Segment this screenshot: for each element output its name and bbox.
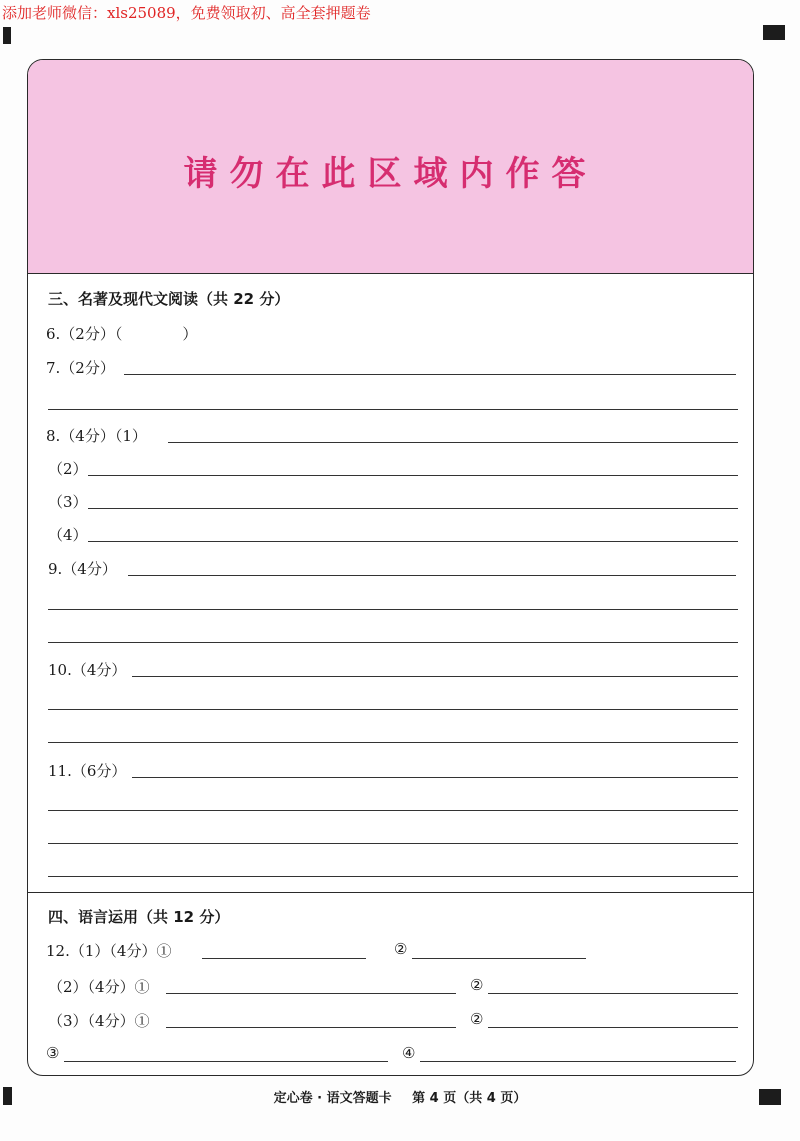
answer-card bbox=[27, 59, 754, 1076]
section-3-title: 三、名著及现代文阅读（共 22 分） bbox=[48, 290, 290, 308]
answer-line-12-3d[interactable] bbox=[420, 1061, 736, 1062]
question-12-3b-label: ② bbox=[470, 1010, 484, 1028]
section-divider bbox=[28, 892, 753, 893]
answer-line-12-1b[interactable] bbox=[412, 958, 586, 959]
answer-line-11d[interactable] bbox=[48, 876, 738, 877]
answer-line-12-3a[interactable] bbox=[166, 1027, 456, 1028]
answer-line-12-2a[interactable] bbox=[166, 993, 456, 994]
question-12-1b-label: ② bbox=[394, 940, 408, 958]
section-4-title: 四、语言运用（共 12 分） bbox=[48, 908, 230, 926]
question-12-1-label: 12.（1）（4分）① bbox=[46, 942, 172, 960]
answer-line-10a[interactable] bbox=[132, 676, 738, 677]
question-11-label: 11.（6分） bbox=[48, 762, 127, 780]
question-12-2-label: （2）（4分）① bbox=[48, 978, 150, 996]
question-12-3c-label: ③ bbox=[46, 1044, 60, 1062]
answer-line-8-3[interactable] bbox=[88, 508, 738, 509]
question-8-4-label: （4） bbox=[48, 526, 88, 544]
footer-page-number: 第 4 页（共 4 页） bbox=[412, 1091, 527, 1106]
answer-line-9a[interactable] bbox=[128, 575, 736, 576]
answer-line-8-1[interactable] bbox=[168, 442, 738, 443]
question-10-label: 10.（4分） bbox=[48, 661, 127, 679]
answer-line-12-1a[interactable] bbox=[202, 958, 366, 959]
answer-line-11c[interactable] bbox=[48, 843, 738, 844]
answer-line-10b[interactable] bbox=[48, 709, 738, 710]
registration-mark-top-left bbox=[3, 27, 11, 44]
answer-line-11a[interactable] bbox=[132, 777, 738, 778]
page-footer bbox=[0, 1087, 800, 1106]
question-9-label: 9.（4分） bbox=[48, 560, 117, 578]
answer-line-9b[interactable] bbox=[48, 609, 738, 610]
footer-brand: 定心卷 · 语文答题卡 bbox=[273, 1091, 392, 1106]
answer-line-12-2b[interactable] bbox=[488, 993, 738, 994]
no-write-notice: 请勿在此区域内作答 bbox=[183, 154, 598, 194]
answer-line-10c[interactable] bbox=[48, 742, 738, 743]
watermark-text: 添加老师微信：xls25089，免费领取初、高全套押题卷 bbox=[2, 4, 371, 22]
answer-line-9c[interactable] bbox=[48, 642, 738, 643]
answer-line-11b[interactable] bbox=[48, 810, 738, 811]
registration-mark-top-right bbox=[763, 25, 785, 40]
question-8-label: 8.（4分）（1） bbox=[46, 427, 147, 445]
question-6-label: 6.（2分）（ ） bbox=[46, 325, 198, 343]
question-8-2-label: （2） bbox=[48, 460, 88, 478]
answer-line-8-2[interactable] bbox=[88, 475, 738, 476]
question-8-3-label: （3） bbox=[48, 493, 88, 511]
answer-line-12-3c[interactable] bbox=[64, 1061, 388, 1062]
no-write-zone bbox=[28, 60, 753, 274]
question-12-2b-label: ② bbox=[470, 976, 484, 994]
answer-line-8-4[interactable] bbox=[88, 541, 738, 542]
question-12-3d-label: ④ bbox=[402, 1044, 416, 1062]
question-12-3-label: （3）（4分）① bbox=[48, 1012, 150, 1030]
answer-line-7b[interactable] bbox=[48, 409, 738, 410]
question-7-label: 7.（2分） bbox=[46, 359, 115, 377]
answer-line-7a[interactable] bbox=[124, 374, 736, 375]
answer-line-12-3b[interactable] bbox=[488, 1027, 738, 1028]
